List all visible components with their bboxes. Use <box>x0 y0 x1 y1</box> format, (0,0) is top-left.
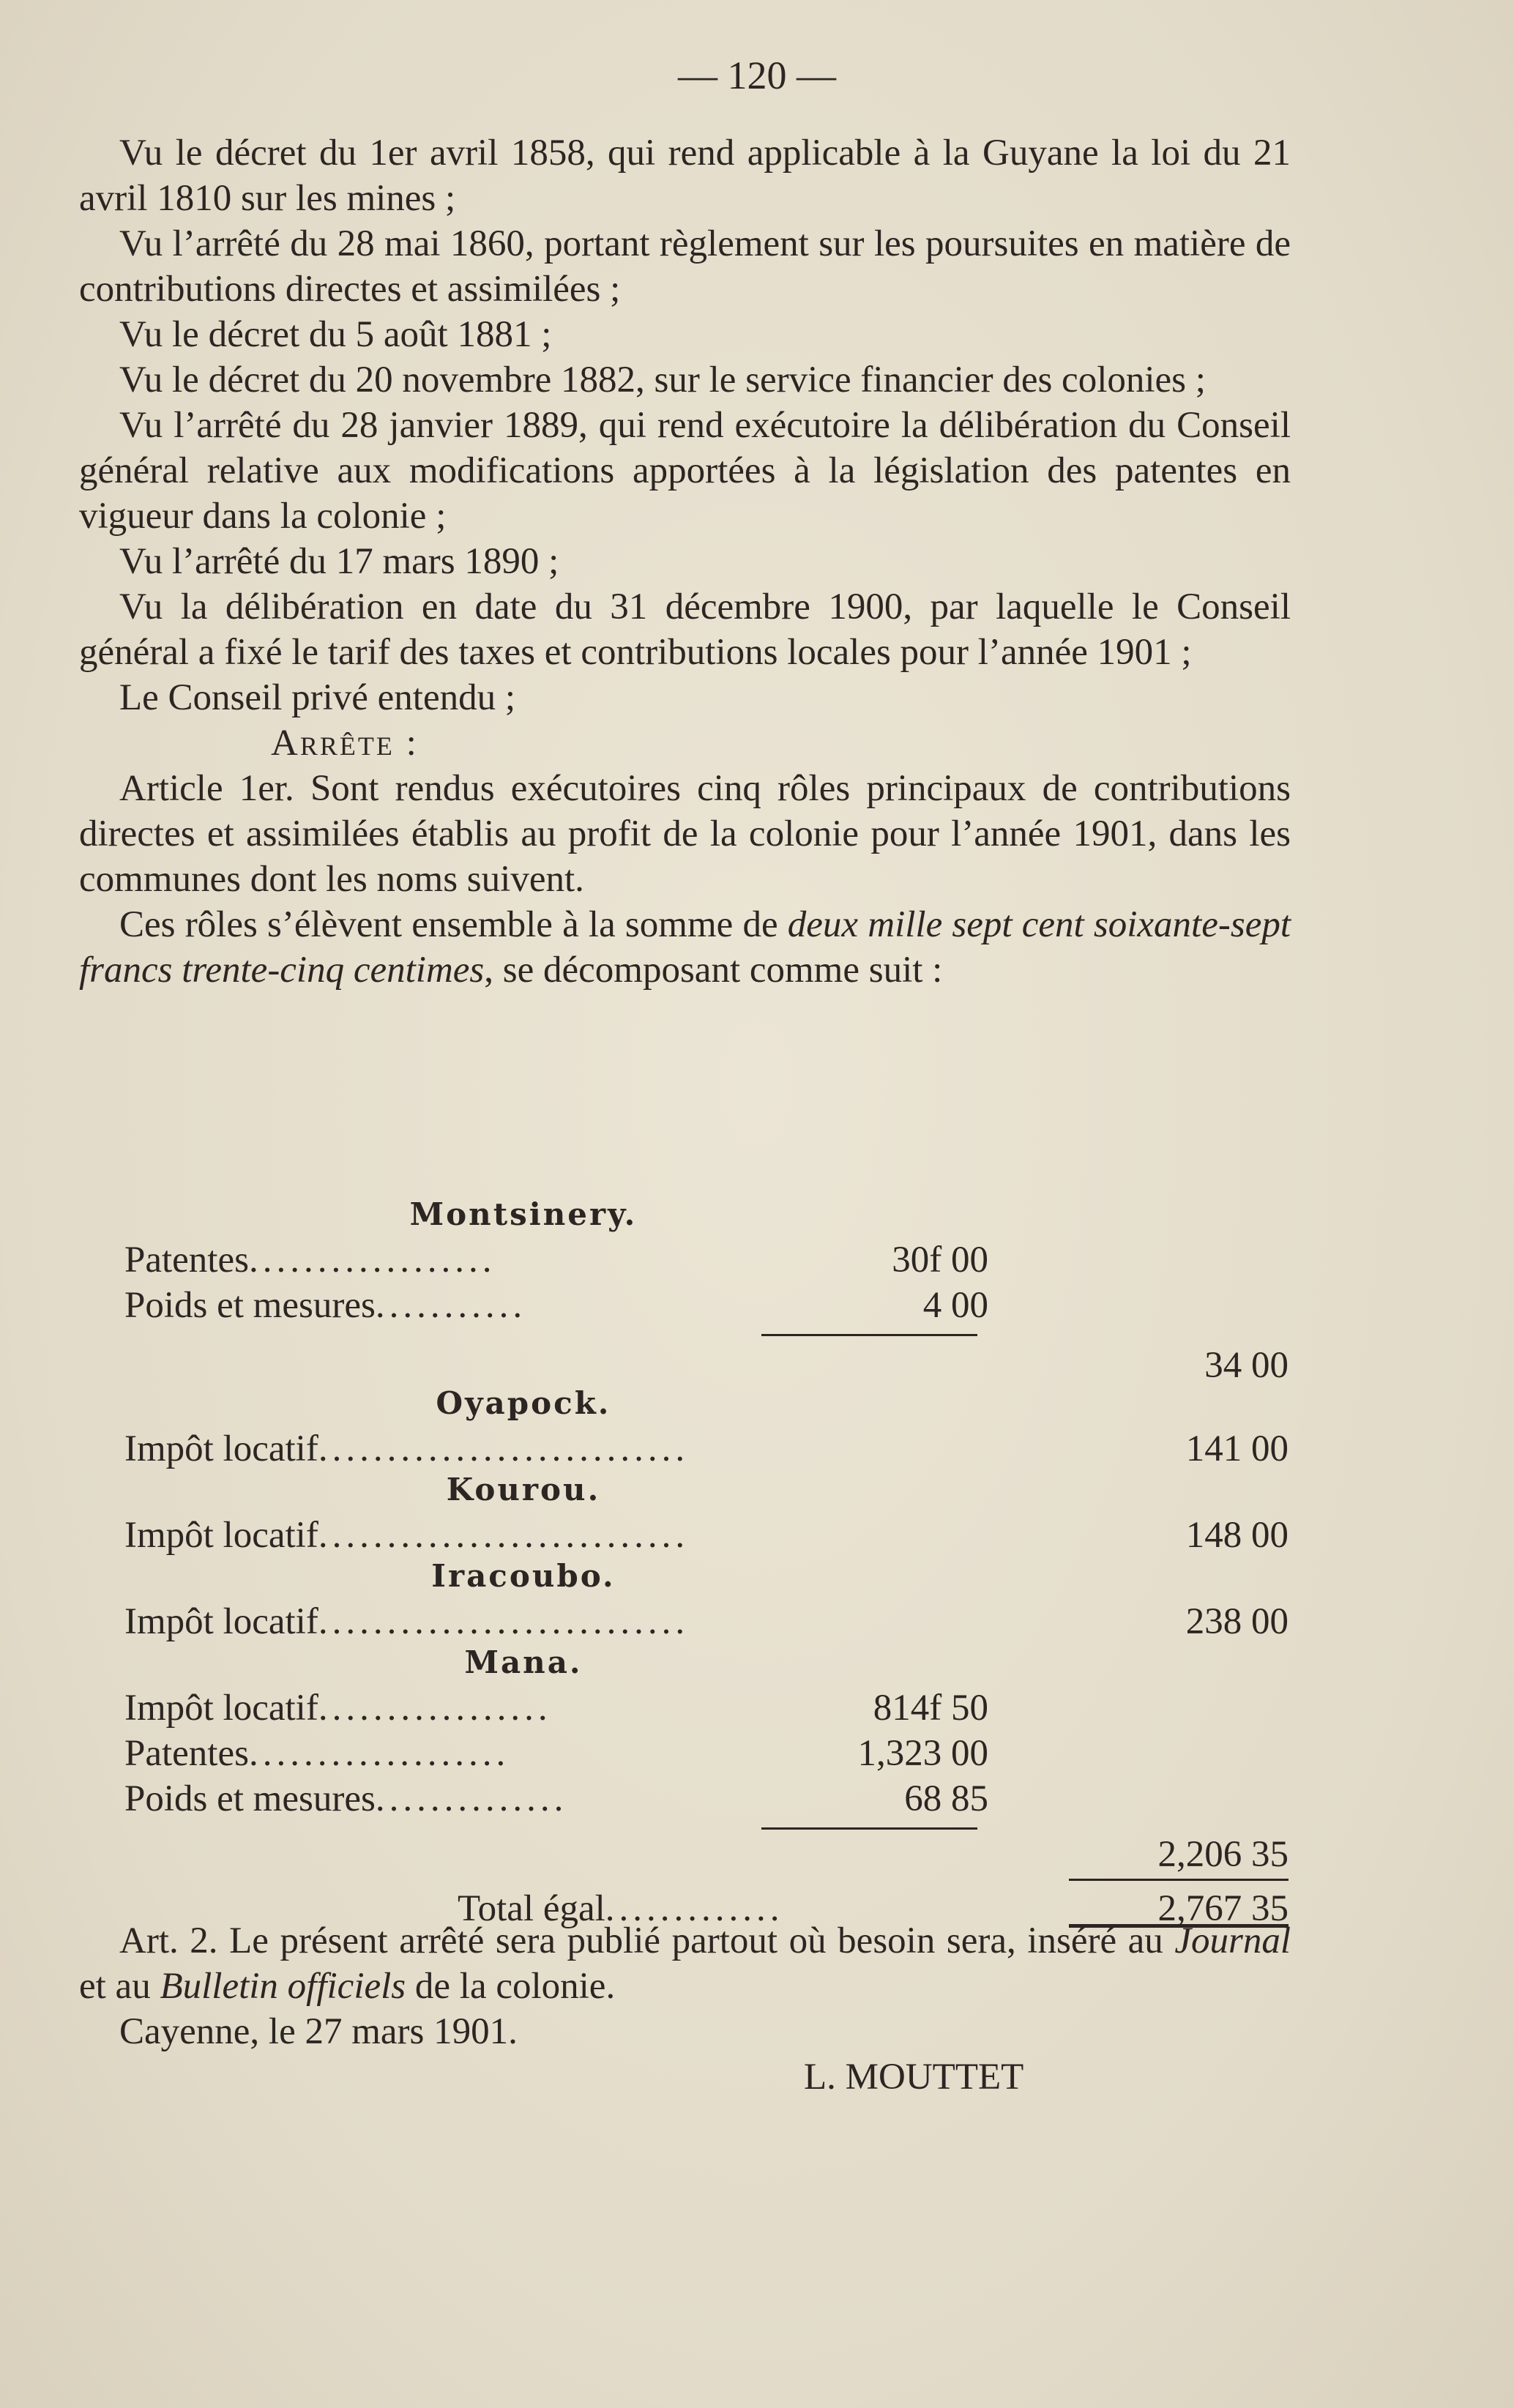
section-heading: Oyapock. <box>436 1385 611 1421</box>
place-date: Cayenne, le 27 mars 1901. <box>119 2011 518 2052</box>
section-heading: Mana. <box>464 1644 583 1680</box>
total-row: Total égal............. 2,767 35 <box>124 1876 1289 1921</box>
sum-outro: , se décomposant comme suit : <box>484 950 943 991</box>
row-total: 148 00 <box>1185 1515 1289 1556</box>
closing <box>79 1918 1291 2100</box>
row-label: Impôt locatif <box>124 1601 318 1642</box>
table-row: Impôt locatif........................... 238 00 <box>124 1599 1289 1644</box>
paragraph: Vu le décret du 5 août 1881 ; <box>119 314 552 355</box>
total-label: Total égal <box>458 1888 605 1929</box>
row-amount: 4 00 <box>922 1285 988 1326</box>
art2-part1: Art. 2. Le présent arrêté sera publié partout où besoin sera, inséré au <box>119 1920 1163 1961</box>
table-row: Poids et mesures........... 4 00 <box>124 1283 1289 1328</box>
preamble <box>79 130 1291 993</box>
rule <box>1069 1879 1289 1881</box>
signature: L. MOUTTET <box>804 2057 1024 2098</box>
article-2 <box>79 1918 1291 2009</box>
art2-part2: et au <box>79 1966 151 2007</box>
article-1-sum <box>79 902 1291 993</box>
table-row: Impôt locatif................. 814f 50 <box>124 1685 1289 1731</box>
section-heading: Montsinery. <box>409 1196 638 1232</box>
paragraph: Vu l’arrêté du 28 janvier 1889, qui rend exécutoire la délibération du Conseil général relative aux modifications apportées à la législation des patentes en vigueur dans la colonie ; <box>79 405 1291 537</box>
rule <box>761 1334 977 1336</box>
subtotal-row <box>124 1822 1289 1875</box>
grand-total: 2,767 35 <box>1157 1888 1289 1929</box>
paragraph: Vu le décret du 20 novembre 1882, sur le service financier des colonies ; <box>119 359 1206 400</box>
table-row: Patentes................... 1,323 00 <box>124 1731 1289 1776</box>
row-total: 141 00 <box>1185 1428 1289 1469</box>
art2-journal: Journal <box>1174 1920 1291 1961</box>
tax-table <box>124 1192 1289 1929</box>
rule <box>761 1827 977 1830</box>
row-label: Patentes <box>124 1733 249 1774</box>
subtotal: 34 00 <box>1204 1345 1289 1386</box>
subtotal: 2,206 35 <box>1157 1834 1289 1875</box>
paragraph: Vu le décret du 1er avril 1858, qui rend applicable à la Guyane la loi du 21 avril 1810 sur les mines ; <box>79 133 1291 219</box>
row-label: Impôt locatif <box>124 1515 318 1556</box>
art2-part3: de la colonie. <box>414 1966 616 2007</box>
paragraph: Vu l’arrêté du 17 mars 1890 ; <box>119 541 559 582</box>
row-amount: 814f 50 <box>873 1688 988 1729</box>
row-label: Impôt locatif <box>124 1428 318 1469</box>
paragraph: Vu la délibération en date du 31 décembre 1900, par laquelle le Conseil général a fixé le tarif des taxes et contributions locales pour l’année 1901 ; <box>79 586 1291 673</box>
sum-intro: Ces rôles s’élèvent ensemble à la somme de <box>119 904 778 945</box>
section-heading: Iracoubo. <box>431 1558 616 1594</box>
row-amount: 1,323 00 <box>857 1733 988 1774</box>
row-label: Patentes <box>124 1240 249 1281</box>
paragraph: Le Conseil privé entendu ; <box>119 677 516 718</box>
section-heading: Kourou. <box>446 1472 601 1507</box>
row-amount: 68 85 <box>904 1778 988 1819</box>
table-row: Impôt locatif........................... 141 00 <box>124 1426 1289 1472</box>
row-total: 238 00 <box>1185 1601 1289 1642</box>
row-label: Impôt locatif <box>124 1688 318 1729</box>
row-label: Poids et mesures <box>124 1285 376 1326</box>
arrete-heading: Arrête : <box>271 723 419 764</box>
table-row: Patentes.................. 30f 00 <box>124 1237 1289 1283</box>
row-amount: 30f 00 <box>892 1240 988 1281</box>
article-1: Article 1er. Sont rendus exécutoires cinq rôles principaux de contributions directes et assimilées établis au profit de la colonie pour l’année 1901, dans les communes dont les noms suivent. <box>79 768 1291 900</box>
table-row: Poids et mesures.............. 68 85 <box>124 1776 1289 1822</box>
table-row: Impôt locatif........................... 148 00 <box>124 1513 1289 1558</box>
row-label: Poids et mesures <box>124 1778 376 1819</box>
paragraph: Vu l’arrêté du 28 mai 1860, portant règlement sur les poursuites en matière de contributions directes et assimilées ; <box>79 223 1291 310</box>
page-number: — 120 — <box>678 53 836 97</box>
subtotal-row <box>124 1328 1289 1386</box>
art2-bulletin: Bulletin officiels <box>160 1966 406 2007</box>
sum-words: deux mille sept cent soixante-sept francs trente-cinq centimes <box>79 904 1291 991</box>
